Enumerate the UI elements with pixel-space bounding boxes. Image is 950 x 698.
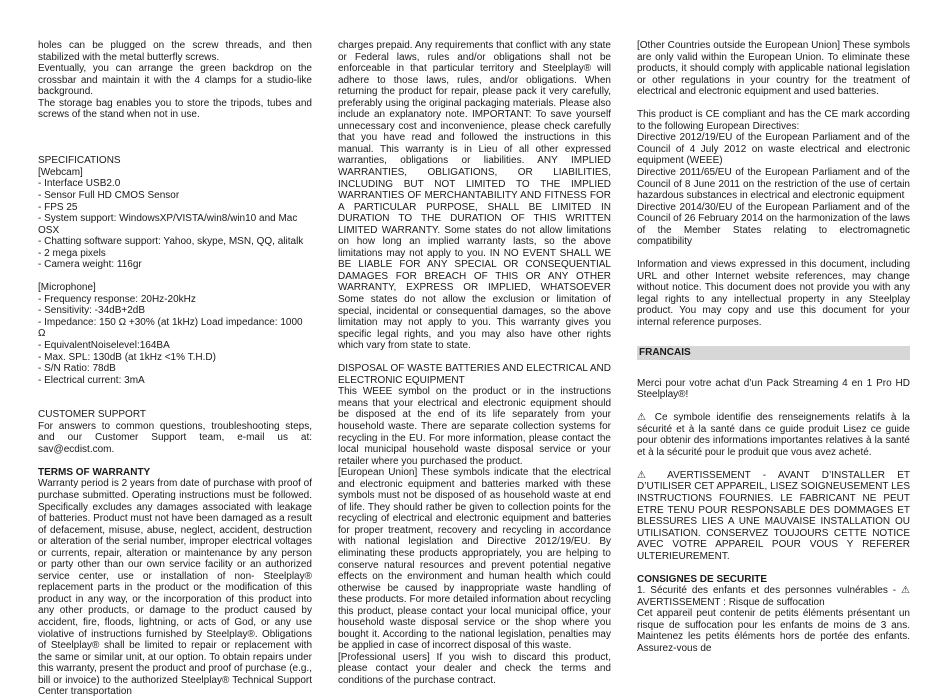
paragraph: holes can be plugged on the screw threads, and then stabilized with the metal butterfly screws. <box>38 40 312 63</box>
spec-item: - Impedance: 150 Ω +30% (at 1kHz) Load impedance: 1000 Ω <box>38 316 303 340</box>
spec-item: - Camera weight: 116gr <box>38 259 142 271</box>
column-left <box>38 40 312 698</box>
spec-item: - Frequency response: 20Hz-20kHz <box>38 293 196 305</box>
paragraph: This WEEE symbol on the product or in the instructions means that your electrical and electronic equipment should be disposed at the end of its life separately from your household waste. There are separate collection systems for recycling in the EU. For more information, please contact the local municipal household waste disposal service or your retailer where you purchased the product. <box>338 386 611 467</box>
directive: Directive 2011/65/EU of the European Parliament and of the Council of 8 June 2011 on the restriction of the use of certain hazardous substances in electrical and electronic equipment <box>637 166 910 202</box>
spec-item: - S/N Ratio: 78dB <box>38 363 116 375</box>
customer-support-heading: CUSTOMER SUPPORT <box>38 409 146 421</box>
paragraph: Information and views expressed in this document, including URL and other Internet website references, may change without notice. This document does not provide you with any legal rights to any intellectual property in any Steelplay product. You may copy and use this document for your internal reference purposes. <box>637 259 910 329</box>
column-middle <box>338 40 611 687</box>
warranty-text-continued: charges prepaid. Any requirements that conflict with any state or Federal laws, rules and/or obligations shall not be enforceable in that particular territory and Steelplay® will adhere to those laws, rules, and/or obligations. When returning the product for repair, please pack it very carefully, preferably using the original packaging materials. Please also include an explanatory note. IMPORTANT: To save yourself unnecessary cost and inconvenience, please check carefully that you have read and followed the instructions in this manual. This warranty is in Lieu of all other expressed warranties, obligations or liabilities. ANY IMPLIED WARRANTIES, OBLIGATIONS, OR LIABILITIES, INCLUDING BUT NOT LIMITED TO THE IMPLIED WARRANTIES OF MERCHANTABILITY AND FITNESS FOR A PARTICULAR PURPOSE, SHALL BE LIMITED IN DURATION TO THE DURATION OF THIS WRITTEN LIMITED WARRANTY. Some states do not allow limitations on how long an implied warranty lasts, so the above limitations may not apply to you. IN NO EVENT SHALL WE BE LIABLE FOR ANY SPECIAL OR CONSEQUENTIAL DAMAGES FOR BREACH OF THIS OR ANY OTHER WARRANTY, EXPRESS OR IMPLIED, WHATSOEVER Some states do not allow the exclusion or limitation of special, incidental or consequential damages, so the above limitation may not apply to you. This warranty gives you specific legal rights, and you may also have other rights which vary from state to state. <box>338 40 611 352</box>
spec-item: - Chatting software support: Yahoo, skype, MSN, QQ, alitalk <box>38 236 304 248</box>
paragraph: Merci pour votre achat d’un Pack Streaming 4 en 1 Pro HD Steelplay®! <box>637 377 910 401</box>
paragraph: The storage bag enables you to store the tripods, tubes and screws of the stand when not in use. <box>38 97 312 121</box>
warranty-text: Warranty period is 2 years from date of purchase with proof of purchase submitted. Operating instructions must be followed. Specifically excludes any damages associated with leakage of batteries. Product must not have been damaged as a result of defacement, misuse, abuse, neglect, accident, destruction or alteration of the serial number, improper electrical voltages or currents, repair, alteration or maintenance by any person or party other than our own service facility or an authorized service center, use or installation of non- Steelplay® replacement parts in the product or the modification of this product in any way, or the incorporation of this product into any other products, or damage to the product caused by accident, fire, floods, lightning, or acts of God, or any use violative of instructions furnished by Steelplay®. Obligations of Steelplay® shall be limited to repair or replacement with the same or similar unit, at our option. To obtain repairs under this warranty, present the product and proof of purchase (e.g., bill or invoice) to the authorized Steelplay® Technical Support Center transportation <box>38 478 312 698</box>
spec-item: - Interface USB2.0 <box>38 178 121 190</box>
spec-item: - 2 mega pixels <box>38 247 106 259</box>
section-header-francais: FRANCAIS <box>637 346 910 360</box>
column-right <box>637 40 910 655</box>
disposal-heading: DISPOSAL OF WASTE BATTERIES AND ELECTRICAL AND ELECTRONIC EQUIPMENT <box>338 363 611 386</box>
spec-item: - EquivalentNoiselevel:164BA <box>38 340 170 352</box>
paragraph: Eventually, you can arrange the green backdrop on the crossbar and maintain it with the 4 clamps for a studio-like background. <box>38 63 312 98</box>
webcam-heading: [Webcam] <box>38 166 83 178</box>
paragraph: [Other Countries outside the European Union] These symbols are only valid within the European Union. To eliminate these products, it should comply with applicable national legislation or other regulations in your country for the treatment of electrical and electronic equipment and used batteries. <box>637 40 910 98</box>
paragraph: 1. Sécurité des enfants et des personnes vulnérables - ⚠ AVERTISSEMENT : Risque de suffocation <box>637 585 910 608</box>
spec-item: - Sensitivity: -34dB+2dB <box>38 305 145 317</box>
warning-paragraph: ⚠ AVERTISSEMENT - AVANT D’INSTALLER ET D’UTILISER CET APPAREIL, LISEZ SOIGNEUSEMENT LES INSTRUCTIONS FOURNIES. LE FABRICANT NE PEUT ETRE TENU POUR RESPONSABLE DES DOMMAGES ET BLESSURES LIES A UNE MAUVAISE INSTALLATION OU UTILISATION. CONSERVEZ TOUJOURS CETTE NOTICE AVEC VOTRE APPAREIL POUR VOUS Y REFERER ULTERIEUREMENT. <box>637 469 910 562</box>
paragraph: For answers to common questions, troubleshooting steps, and our Customer Support team, e-mail us at: sav@ecdist.com. <box>38 420 312 455</box>
spec-item: - Max. SPL: 130dB (at 1kHz <1% T.H.D) <box>38 351 216 363</box>
microphone-heading: [Microphone] <box>38 282 96 294</box>
directive: Directive 2012/19/EU of the European Parliament and of the Council of 4 July 2012 on waste electrical and electronic equipment (WEEE) <box>637 132 910 167</box>
paragraph: Cet appareil peut contenir de petits éléments présentant un risque de suffocation pour les enfants de moins de 3 ans. Maintenez les petits éléments hors de portée des enfants. Assurez-vous de <box>637 608 910 655</box>
spec-item: - FPS 25 <box>38 201 78 213</box>
spec-item: - Sensor Full HD CMOS Sensor <box>38 189 180 201</box>
spec-item: - Electrical current: 3mA <box>38 374 145 386</box>
paragraph: [Professional users] If you wish to discard this product, please contact your dealer and check the terms and conditions of the purchase contract. <box>338 651 611 687</box>
paragraph: ⚠ Ce symbole identifie des renseignements relatifs à la sécurité et à la santé dans ce guide produit Lisez ce guide pour obtenir des informations importantes relatives à la santé et à la sécurité pour le produit que vous avez acheté. <box>637 412 910 458</box>
paragraph: This product is CE compliant and has the CE mark according to the following European Directives: <box>637 109 910 132</box>
spec-item: - System support: WindowsXP/VISTA/win8/win10 and Mac OSX <box>38 213 298 236</box>
consignes-heading: CONSIGNES DE SECURITE <box>637 573 768 585</box>
directive: Directive 2014/30/EU of the European Parliament and of the Council of 26 February 2014 on the harmonization of the laws of the Member States relating to electromagnetic compatibility <box>637 201 910 248</box>
warranty-heading: TERMS OF WARRANTY <box>38 466 151 478</box>
specifications-heading: SPECIFICATIONS <box>38 155 121 167</box>
paragraph: [European Union] These symbols indicate that the electrical and electronic equipment and batteries marked with these symbols must not be disposed of as household waste at end of life. They should rather be given to collection points for the recycling of electrical and electronic equipment and batteries for proper treatment, recovery and recycling in accordance with national legislation and Directive 2012/19/EU. By eliminating these products appropriately, you are helping to conserve natural resources and prevent potential negative effects on the environment and human health which could otherwise be caused by inappropriate waste handling of these products. For more detailed information about recycling this product, please contact your local municipal office, your household waste disposal service or the shop where you bought it. According to the national legislation, penalties may be applied in case of incorrect disposal of this waste. <box>338 467 611 652</box>
